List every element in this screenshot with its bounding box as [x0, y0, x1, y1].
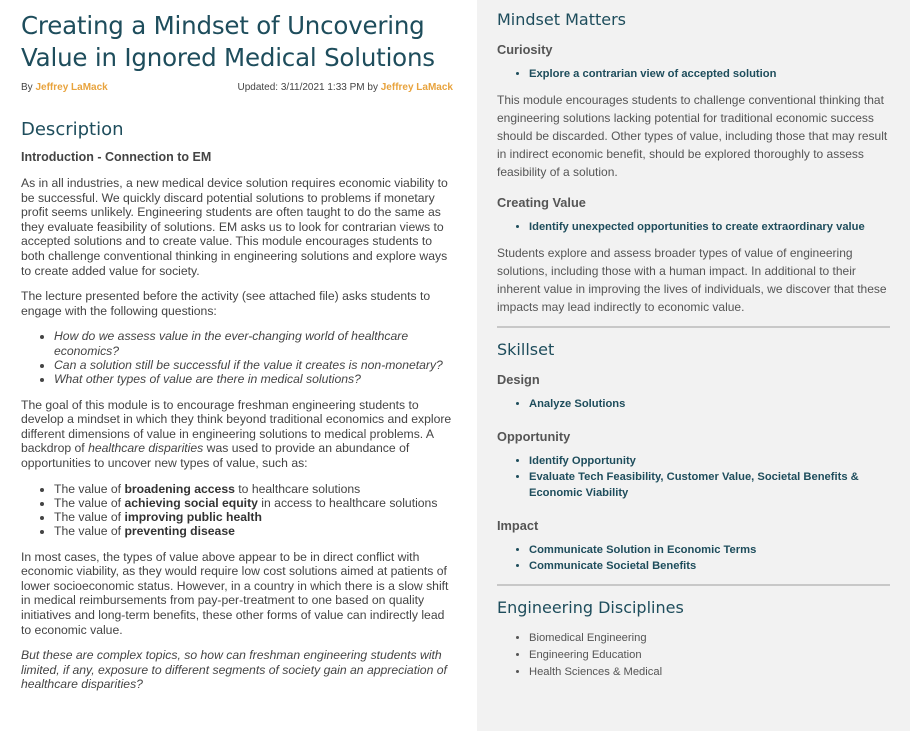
- list-item: • How do we assess value in the ever-changing world of healthcare economics?: [54, 329, 453, 358]
- description-heading: Description: [21, 119, 124, 140]
- paragraph: In most cases, the types of value above appear to be in direct conflict with economic viability, as they would require low cost solutions aimed at patients of lower socioeconomic status. However, in a country in which there is a slow shift in medical reimbursements from pay-per-treatment to one based on quality initiatives and long-term benefits, these other forms of value can indirectly lead to economic value.: [21, 549, 449, 637]
- value-text: Students explore and assess broader types of value of engineering solutions, including those with a human impact. In additional to their inherent value in improving the lives of individuals, we discover that these impacts may lead indirectly to economic value.: [497, 246, 887, 314]
- list-item: • Can a solution still be successful if the value it creates is non-monetary?: [54, 358, 453, 372]
- paragraph: As in all industries, a new medical device solution requires economic viability to be successful. We quickly discard potential solutions to problems if monetary profit seems unlikely. Engineering students are often taught to do the same as they evaluate feasibility of solutions. EM asks us to look for contrarian views to accepted solutions and to create value. This module encourages students to both challenge conventional thinking in engineering solutions and explore ways to create added value for society.: [21, 176, 448, 278]
- intro-heading: Introduction - Connection to EM: [21, 150, 212, 164]
- paragraph: The goal of this module is to encourage freshman engineering students to develop a mindset in which they think beyond traditional economics and explore different dimensions of value in engineering solutions to medical problems. A backdrop of healthcare disparities was used to provide an abundance of opportunities to uncover new types of value, such as:: [21, 397, 452, 470]
- divider: [497, 584, 890, 586]
- impact-list: [497, 542, 890, 574]
- value-link[interactable]: Identify unexpected opportunities to create extraordinary value: [529, 221, 865, 233]
- byline: [21, 82, 453, 93]
- question-list: [21, 329, 453, 386]
- list-item: [529, 542, 890, 558]
- list-item: [529, 558, 890, 574]
- value-list: [497, 219, 890, 235]
- skill-link[interactable]: Evaluate Tech Feasibility, Customer Value, Societal Benefits & Economic Viability: [529, 471, 859, 499]
- disciplines-heading: Engineering Disciplines: [497, 598, 684, 617]
- list-item: • The value of improving public health: [54, 510, 453, 524]
- divider: [497, 326, 890, 328]
- skill-link[interactable]: Communicate Solution in Economic Terms: [529, 544, 757, 556]
- paragraph: But these are complex topics, so how can freshman engineering students with limited, if any, exposure to different segments of society gain an appreciation of healthcare disparities?: [21, 648, 447, 692]
- design-heading: Design: [497, 372, 540, 387]
- list-item: • The value of preventing disease: [54, 524, 453, 538]
- disciplines-list: [497, 630, 890, 681]
- paragraph: The lecture presented before the activity (see attached file) asks students to engage with the following questions:: [21, 289, 431, 318]
- curiosity-link[interactable]: Explore a contrarian view of accepted solution: [529, 68, 777, 80]
- skill-link[interactable]: Identify Opportunity: [529, 455, 636, 467]
- list-item: [529, 66, 890, 82]
- list-item: • The value of achieving social equity in access to healthcare solutions: [54, 496, 453, 510]
- opportunity-list: [497, 453, 890, 501]
- updated-line: Updated: 3/11/2021 1:33 PM by Jeffrey LaMack: [237, 82, 453, 93]
- list-item: [529, 453, 890, 469]
- sidebar: [477, 0, 910, 731]
- opportunity-heading: Opportunity: [497, 429, 571, 444]
- updated-author-link[interactable]: Jeffrey LaMack: [380, 82, 453, 93]
- skill-link[interactable]: Communicate Societal Benefits: [529, 560, 697, 572]
- mindset-heading: Mindset Matters: [497, 10, 626, 29]
- page-title: Creating a Mindset of Uncovering Value in Ignored Medical Solutions: [21, 11, 435, 72]
- list-item: [529, 219, 890, 235]
- skill-link[interactable]: Analyze Solutions: [529, 398, 626, 410]
- author-link[interactable]: Jeffrey LaMack: [35, 82, 108, 93]
- list-item: • Health Sciences & Medical: [529, 664, 890, 681]
- curiosity-text: This module encourages students to challenge conventional thinking that engineering solutions lacking potential for traditional economic success should be discarded. Other types of value, including those that may result in indirect economic benefit, should be explored thoroughly to assess feasibility of a solution.: [497, 93, 888, 179]
- list-item: • Biomedical Engineering: [529, 630, 890, 647]
- list-item: [529, 469, 890, 501]
- impact-heading: Impact: [497, 518, 539, 533]
- curiosity-list: [497, 66, 890, 82]
- skillset-heading: Skillset: [497, 340, 555, 359]
- curiosity-heading: Curiosity: [497, 42, 553, 57]
- list-item: • What other types of value are there in medical solutions?: [54, 372, 453, 386]
- value-list: [21, 482, 453, 539]
- design-list: [497, 396, 890, 412]
- author-line: By Jeffrey LaMack: [21, 82, 108, 93]
- list-item: [529, 396, 890, 412]
- list-item: • Engineering Education: [529, 647, 890, 664]
- list-item: • The value of broadening access to healthcare solutions: [54, 482, 453, 496]
- creating-value-heading: Creating Value: [497, 195, 586, 210]
